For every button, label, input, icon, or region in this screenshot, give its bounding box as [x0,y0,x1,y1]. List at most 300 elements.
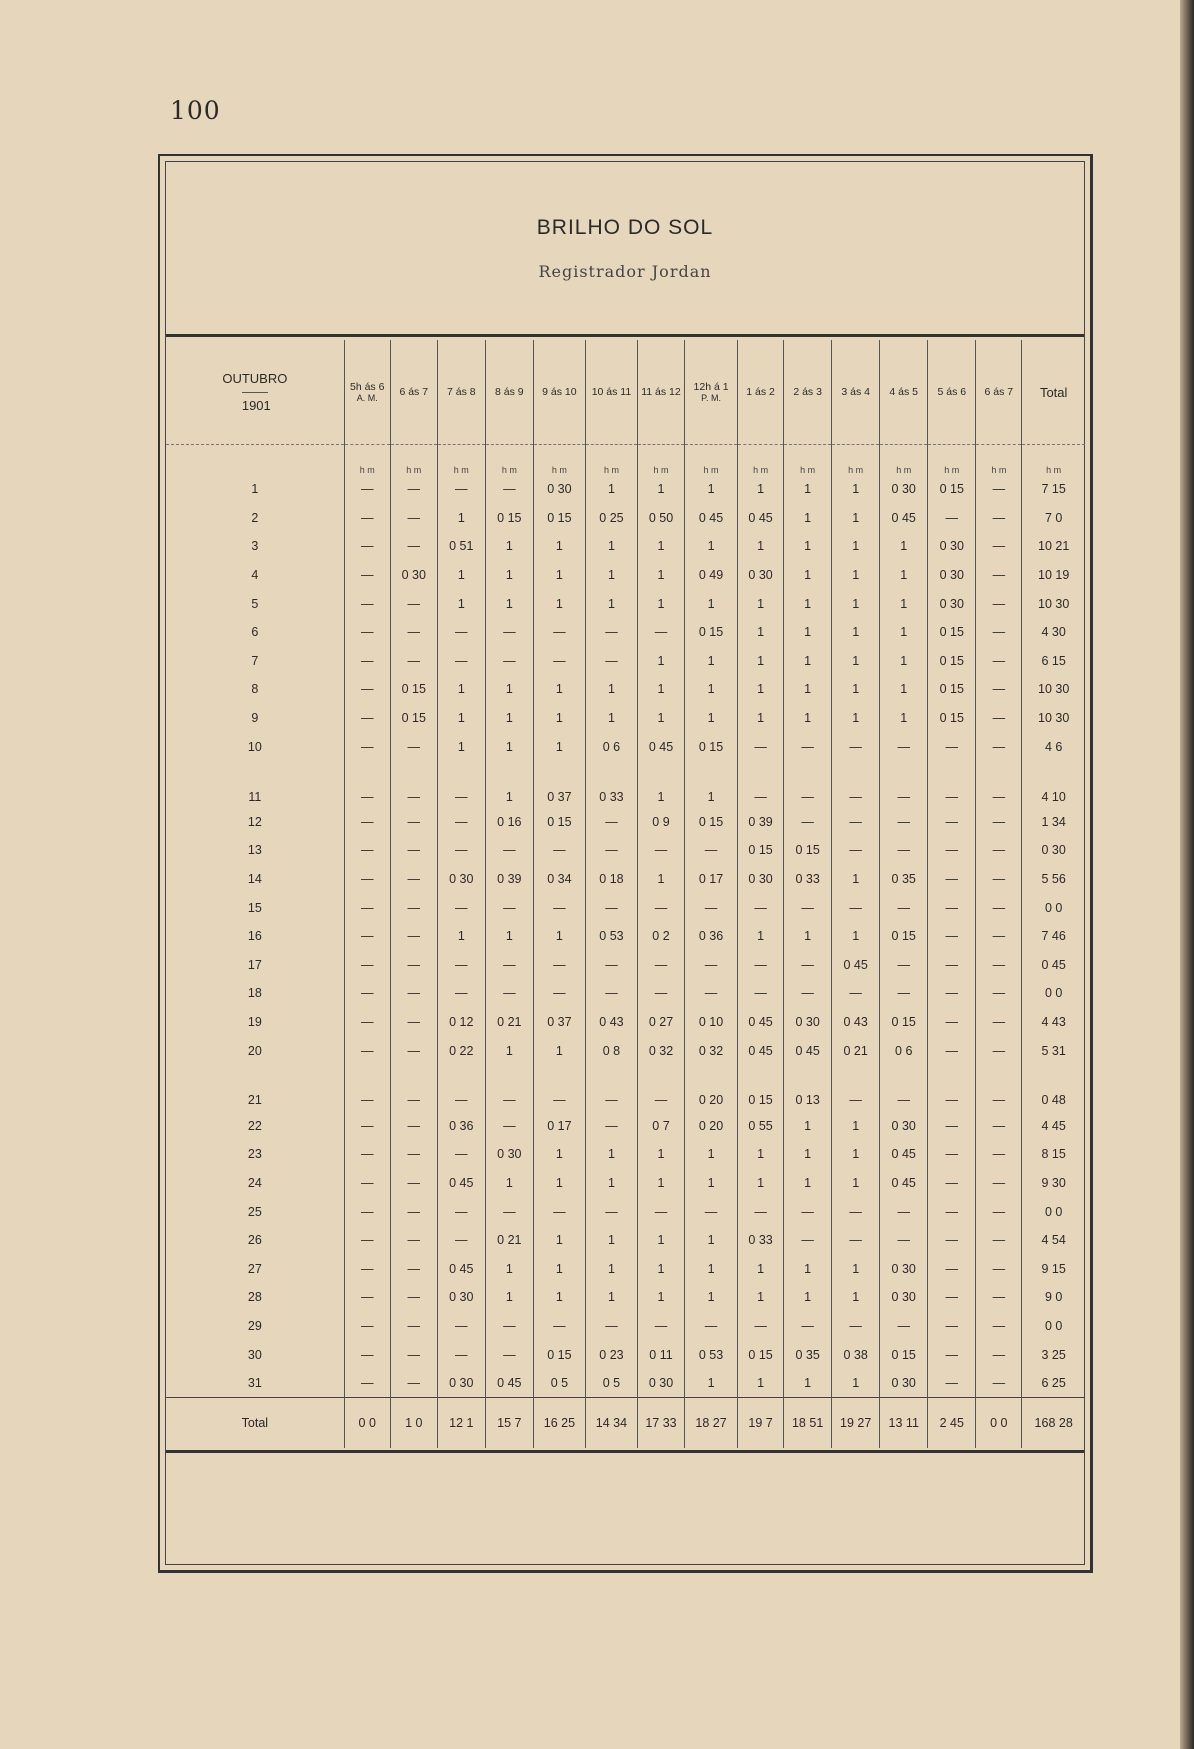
table-frame-inner [165,161,1085,1565]
hour-cell: 1 [637,561,684,590]
hour-cell: 0 15 [533,808,585,837]
hour-cell: — [880,893,928,922]
hour-cell: 1 [685,1283,738,1312]
hour-cell: 1 [880,532,928,561]
hour-cell: 1 [832,589,880,618]
row-total-cell: 10 30 [1022,675,1085,704]
month-header [166,340,344,445]
hour-cell: — [784,761,832,808]
hour-cell: 0 55 [738,1111,784,1140]
row-total-cell: 0 48 [1022,1065,1085,1112]
hour-cell: 0 5 [533,1369,585,1398]
hour-cell: 0 45 [437,1169,485,1198]
table-row [166,1340,1085,1369]
hour-cell: — [784,732,832,761]
hour-cell: 1 [485,675,533,704]
hour-cell: 1 [784,1369,832,1398]
row-total-cell: 7 15 [1022,475,1085,504]
units-row [166,445,1085,476]
day-cell: 2 [251,510,259,525]
hour-cell: — [738,1312,784,1341]
hour-cell: — [585,618,637,647]
year-label: 1901 [242,392,268,419]
table-row [166,1036,1085,1065]
hour-cell: — [390,504,437,533]
units-cell: h m [637,445,684,476]
hour-cell: 1 [437,589,485,618]
hour-cell: 1 [832,1140,880,1169]
day-cell: 3 [251,539,259,554]
hour-cell: — [585,808,637,837]
row-total-cell: 0 45 [1022,951,1085,980]
hour-cell: 1 [485,1169,533,1198]
hour-cell: — [976,475,1022,504]
table-row [166,704,1085,733]
hour-cell: 1 [832,647,880,676]
hour-cell: 0 15 [685,618,738,647]
hour-cell: — [928,1140,976,1169]
hour-cell: 0 30 [437,1369,485,1398]
hour-cell: — [533,836,585,865]
hour-cell: 0 30 [880,475,928,504]
hour-cell: — [832,732,880,761]
hour-cell: — [344,561,390,590]
hour-cell: 0 30 [880,1254,928,1283]
hour-cell: — [880,1197,928,1226]
hour-cell: — [832,979,880,1008]
hour-cell: 1 [637,1226,684,1255]
hour-cell: 1 [585,704,637,733]
units-cell: h m [533,445,585,476]
hour-cell: — [685,1312,738,1341]
hour-cell: — [976,808,1022,837]
row-total-cell: 6 25 [1022,1369,1085,1398]
hour-cell: — [344,504,390,533]
hour-cell: 1 [784,704,832,733]
hour-cell: 0 15 [880,1340,928,1369]
hour-cell: 0 13 [784,1065,832,1112]
hour-cell: 0 18 [585,865,637,894]
hour-cell: — [880,1226,928,1255]
hour-cell: 0 15 [928,618,976,647]
hour-cell: — [832,808,880,837]
day-cell: 18 [247,986,262,1001]
hour-cell: — [637,1065,684,1112]
row-total-cell: 3 25 [1022,1340,1085,1369]
hour-cell: 0 30 [880,1111,928,1140]
hour-cell: 1 [832,1254,880,1283]
hour-cell: — [784,951,832,980]
hour-cell: — [344,732,390,761]
hour-cell: — [928,732,976,761]
hour-cell: — [437,951,485,980]
col-header: 6 ás 7 [390,340,437,445]
hour-cell: 0 39 [738,808,784,837]
hour-cell: — [976,647,1022,676]
hour-cell: 1 [685,1140,738,1169]
table-title: BRILHO DO SOL [536,216,714,239]
hour-cell: — [390,618,437,647]
column-total-cell: 18 27 [685,1398,738,1449]
row-total-cell: 0 0 [1022,1197,1085,1226]
hour-cell: — [390,1111,437,1140]
row-total-cell: 7 0 [1022,504,1085,533]
hour-cell: 1 [738,675,784,704]
hour-cell: — [685,893,738,922]
units-cell: h m [880,445,928,476]
hour-cell: 0 12 [437,1008,485,1037]
row-total-cell: 7 46 [1022,922,1085,951]
column-total-cell: 19 27 [832,1398,880,1449]
hour-cell: 0 15 [485,504,533,533]
hour-cell: 0 15 [880,922,928,951]
hour-cell: — [976,1008,1022,1037]
hour-cell: 1 [832,704,880,733]
hour-cell: — [738,1197,784,1226]
hour-cell: 1 [738,1254,784,1283]
hour-cell: — [533,618,585,647]
day-cell: 9 [251,711,259,726]
header-row [166,340,1085,445]
hour-cell: — [533,647,585,676]
hour-cell: 0 16 [485,808,533,837]
hour-cell: — [784,1226,832,1255]
hour-cell: — [437,1065,485,1112]
units-cell: h m [437,445,485,476]
hour-cell: 0 53 [685,1340,738,1369]
row-total-cell: 8 15 [1022,1140,1085,1169]
hour-cell: — [928,1340,976,1369]
hour-cell: 1 [685,1226,738,1255]
hour-cell: 0 33 [784,865,832,894]
hour-cell: 0 45 [880,1169,928,1198]
day-cell: 19 [247,1014,262,1029]
hour-cell: — [533,979,585,1008]
hour-cell: 1 [738,618,784,647]
day-cell: 5 [251,596,259,611]
hour-cell: 0 17 [533,1111,585,1140]
hour-cell: — [976,1254,1022,1283]
hour-cell: — [928,865,976,894]
hour-cell: 1 [685,704,738,733]
hour-cell: — [390,1036,437,1065]
hour-cell: 1 [832,675,880,704]
row-total-cell: 6 15 [1022,647,1085,676]
hour-cell: 1 [880,647,928,676]
hour-cell: 1 [784,1140,832,1169]
hour-cell: 1 [685,761,738,808]
hour-cell: — [976,1140,1022,1169]
hour-cell: 0 37 [533,761,585,808]
table-row [166,951,1085,980]
hour-cell: 1 [533,1140,585,1169]
hour-cell: 1 [533,732,585,761]
hour-cell: — [437,836,485,865]
hour-cell: 1 [637,1169,684,1198]
hour-cell: 0 30 [928,532,976,561]
hour-cell: — [976,1283,1022,1312]
table-subtitle: Registrador Jordan [538,262,712,281]
hour-cell: — [390,475,437,504]
hour-cell: — [685,979,738,1008]
table-row [166,893,1085,922]
hour-cell: 1 [832,1111,880,1140]
hour-cell: — [585,1197,637,1226]
hour-cell: 1 [738,1169,784,1198]
hour-cell: — [784,1312,832,1341]
hour-cell: — [437,1312,485,1341]
hour-cell: — [784,1197,832,1226]
hour-cell: — [928,1197,976,1226]
hour-cell: — [976,1340,1022,1369]
hour-cell: 0 15 [685,808,738,837]
hour-cell: — [344,808,390,837]
hour-cell: — [928,893,976,922]
hour-cell: 1 [738,589,784,618]
hour-cell: 1 [533,561,585,590]
hour-cell: 0 15 [928,475,976,504]
hour-cell: — [485,951,533,980]
hour-cell: — [637,979,684,1008]
table-row [166,1226,1085,1255]
hour-cell: — [390,979,437,1008]
hour-cell: 1 [437,922,485,951]
hour-cell: 0 39 [485,865,533,894]
row-total-cell: 0 0 [1022,1312,1085,1341]
hour-cell: — [437,1226,485,1255]
column-total-cell: 168 28 [1022,1398,1085,1449]
hour-cell: — [976,704,1022,733]
hour-cell: — [344,675,390,704]
table-row [166,647,1085,676]
hour-cell: 1 [637,475,684,504]
hour-cell: 0 37 [533,1008,585,1037]
hour-cell: 0 25 [585,504,637,533]
day-cell: 23 [247,1147,262,1162]
hour-cell: — [390,1197,437,1226]
hour-cell: 0 5 [585,1369,637,1398]
hour-cell: 0 9 [637,808,684,837]
row-total-cell: 0 0 [1022,979,1085,1008]
day-cell: 28 [247,1290,262,1305]
hour-cell: — [880,979,928,1008]
hour-cell: — [928,808,976,837]
day-cell: 22 [247,1118,262,1133]
hour-cell: 1 [832,561,880,590]
hour-cell: — [928,1312,976,1341]
hour-cell: — [533,1197,585,1226]
row-total-cell: 5 56 [1022,865,1085,894]
table-row [166,732,1085,761]
hour-cell: — [390,1226,437,1255]
table-row [166,1169,1085,1198]
col-header: 2 ás 3 [784,340,832,445]
hour-cell: 0 51 [437,532,485,561]
hour-cell: — [976,836,1022,865]
hour-cell: — [928,504,976,533]
hour-cell: 0 15 [390,704,437,733]
hour-cell: 0 45 [784,1036,832,1065]
hour-cell: 1 [784,647,832,676]
hour-cell: — [585,836,637,865]
day-cell: 25 [247,1204,262,1219]
hour-cell: 1 [637,704,684,733]
hour-cell: — [976,732,1022,761]
total-label: Total [166,1398,344,1449]
hour-cell: — [390,1008,437,1037]
hour-cell: — [928,761,976,808]
hour-cell: — [637,836,684,865]
hour-cell: 1 [784,589,832,618]
hour-cell: — [928,1036,976,1065]
row-total-cell: 9 30 [1022,1169,1085,1198]
hour-cell: 1 [784,1283,832,1312]
hour-cell: 1 [485,922,533,951]
hour-cell: — [390,732,437,761]
day-cell: 17 [247,957,262,972]
column-total-cell: 0 0 [976,1398,1022,1449]
hour-cell: — [485,836,533,865]
hour-cell: — [976,761,1022,808]
row-total-cell: 10 19 [1022,561,1085,590]
hour-cell: — [485,647,533,676]
hour-cell: — [928,1111,976,1140]
hour-cell: 1 [585,475,637,504]
table-row [166,1369,1085,1398]
hour-cell: — [976,618,1022,647]
table-frame [158,154,1093,1573]
hour-cell: — [344,1197,390,1226]
hour-cell: — [685,1197,738,1226]
units-cell: h m [585,445,637,476]
row-total-cell: 4 45 [1022,1111,1085,1140]
day-cell: 8 [251,682,259,697]
hour-cell: — [390,1312,437,1341]
hour-cell: 1 [585,561,637,590]
hour-cell: 1 [832,504,880,533]
hour-cell: — [344,1036,390,1065]
hour-cell: 1 [637,675,684,704]
day-cell: 21 [247,1093,262,1108]
table-row [166,1197,1085,1226]
col-header: 11 ás 12 [637,340,684,445]
hour-cell: 1 [637,532,684,561]
hour-cell: — [390,1140,437,1169]
hour-cell: 0 22 [437,1036,485,1065]
bottom-rule [166,1450,1084,1453]
hour-cell: 1 [637,647,684,676]
day-cell: 10 [247,739,262,754]
hour-cell: — [344,951,390,980]
sunshine-table [166,340,1085,1448]
hour-cell: 0 30 [880,1369,928,1398]
hour-cell: — [585,951,637,980]
hour-cell: — [976,504,1022,533]
hour-cell: 1 [485,561,533,590]
hour-cell: 0 15 [685,732,738,761]
hour-cell: — [976,922,1022,951]
hour-cell: 1 [585,1140,637,1169]
hour-cell: 0 15 [784,836,832,865]
hour-cell: 1 [533,1036,585,1065]
hour-cell: — [437,808,485,837]
hour-cell: — [976,589,1022,618]
units-cell: h m [976,445,1022,476]
pm-label: P. M. [701,393,721,403]
col-header: 5 ás 6 [928,340,976,445]
hour-cell: 1 [738,647,784,676]
row-total-cell: 5 31 [1022,1036,1085,1065]
table-body [166,445,1085,1398]
hour-cell: 1 [585,1283,637,1312]
hour-cell: 1 [533,704,585,733]
hour-cell: 1 [685,1169,738,1198]
hour-cell: 0 10 [685,1008,738,1037]
title-block [166,162,1084,337]
col-header: 9 ás 10 [533,340,585,445]
hour-cell: 0 30 [784,1008,832,1037]
table-row [166,1140,1085,1169]
row-total-cell: 4 10 [1022,761,1085,808]
table-row [166,808,1085,837]
col-header: 8 ás 9 [485,340,533,445]
hour-cell: — [585,979,637,1008]
hour-cell: 1 [533,1226,585,1255]
hour-cell: 0 20 [685,1111,738,1140]
hour-cell: — [437,1197,485,1226]
hour-cell: 1 [880,561,928,590]
hour-cell: 0 15 [390,675,437,704]
hour-cell: 1 [738,1283,784,1312]
table-row [166,675,1085,704]
hour-cell: — [976,1169,1022,1198]
hour-cell: 1 [880,704,928,733]
hour-cell: 0 15 [880,1008,928,1037]
hour-cell: 1 [485,1254,533,1283]
hour-cell: 1 [738,532,784,561]
hour-cell: 0 15 [533,1340,585,1369]
hour-cell: — [880,732,928,761]
hour-cell: — [437,979,485,1008]
hour-cell: — [976,865,1022,894]
hour-cell: — [533,1065,585,1112]
hour-cell: — [637,618,684,647]
hour-cell: — [485,1197,533,1226]
hour-cell: 0 7 [637,1111,684,1140]
hour-cell: — [533,1312,585,1341]
row-total-cell: 4 54 [1022,1226,1085,1255]
hour-cell: 0 30 [928,589,976,618]
hour-cell: — [390,865,437,894]
hour-cell: 1 [880,618,928,647]
hour-cell: — [485,893,533,922]
hour-cell: 0 45 [738,504,784,533]
hour-cell: — [344,532,390,561]
hour-cell: — [880,951,928,980]
hour-cell: 1 [533,675,585,704]
day-cell: 29 [247,1318,262,1333]
hour-cell: 1 [832,1369,880,1398]
hour-cell: — [344,1169,390,1198]
column-total-cell: 13 11 [880,1398,928,1449]
hour-cell: — [344,1283,390,1312]
col-header: 10 ás 11 [585,340,637,445]
hour-cell: 1 [485,761,533,808]
hour-cell: — [344,865,390,894]
hour-cell: 0 50 [637,504,684,533]
units-cell: h m [344,445,390,476]
day-cell: 20 [247,1043,262,1058]
